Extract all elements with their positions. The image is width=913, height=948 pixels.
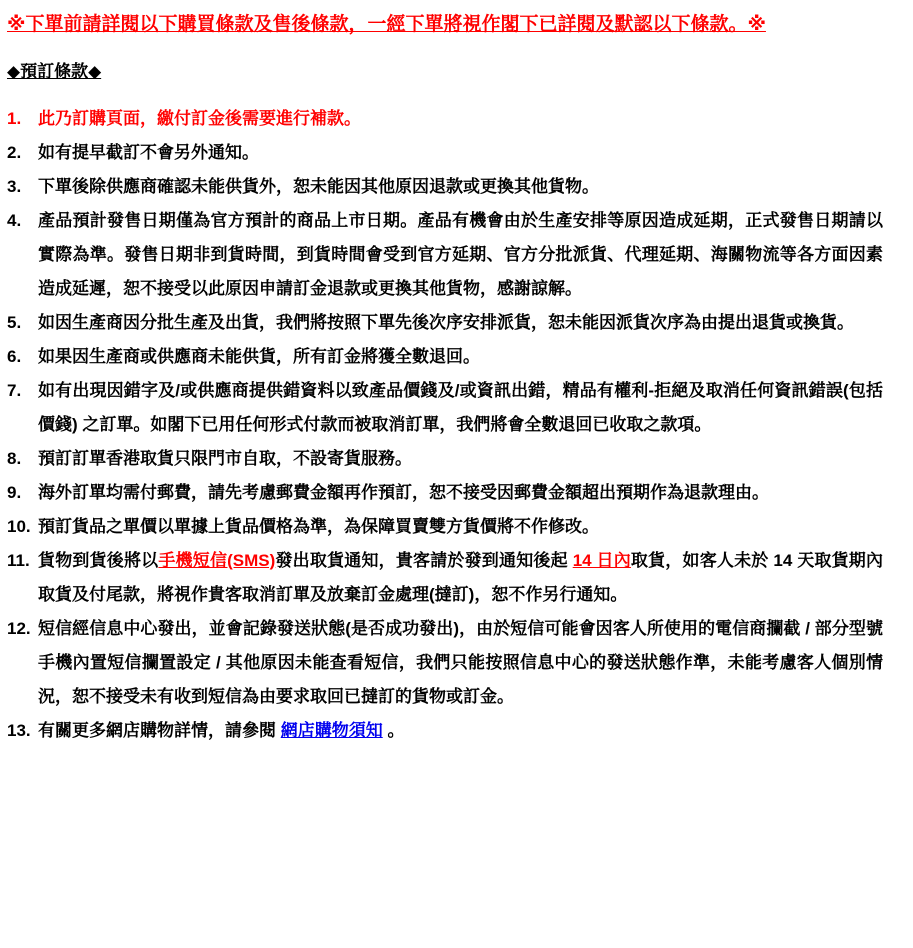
- term-item-text: [38, 374, 883, 442]
- term-text-segment: 海外訂單均需付郵費，請先考慮郵費金額再作預訂，恕不接受因郵費金額超出預期作為退款理由。: [38, 483, 769, 502]
- term-item-6: [7, 340, 883, 374]
- term-text-segment: 取貨，如客人未於 14 天取貨期內取貨及付尾款，將視作貴客取消訂單及放棄訂金處理(撻訂)，恕不作另行通知。: [38, 551, 883, 604]
- term-item-10: [7, 510, 883, 544]
- term-text-segment: 。: [382, 721, 405, 740]
- term-item-4: [7, 204, 883, 306]
- term-text-segment: 預訂訂單香港取貨只限門市自取，不設寄貨服務。: [38, 449, 412, 468]
- term-item-text: [38, 510, 883, 544]
- term-item-2: [7, 136, 883, 170]
- term-item-text: [38, 102, 883, 136]
- term-item-number: 5.: [7, 313, 22, 332]
- term-item-text: [38, 476, 883, 510]
- term-text-segment: 如有出現因錯字及/或供應商提供錯資料以致產品價錢及/或資訊出錯，精品有權利-拒絕及取消任何資訊錯誤(包括價錢) 之訂單。如閣下已用任何形式付款而被取消訂單，我們將會全數退回已收取之款項。: [38, 381, 883, 434]
- term-text-segment: 發出取貨通知，貴客請於發到通知後起: [275, 551, 573, 570]
- term-text-segment: 此乃訂購頁面，繳付訂金後需要進行補款。: [38, 109, 361, 128]
- term-item-text: [38, 544, 883, 612]
- term-item-text: [38, 306, 883, 340]
- term-text-segment: 預訂貨品之單價以單據上貨品價格為準，為保障買賣雙方貨價將不作修改。: [38, 517, 599, 536]
- term-item-number: 3.: [7, 177, 22, 196]
- term-text-segment: 如有提早截訂不會另外通知。: [38, 143, 259, 162]
- term-item-number: 6.: [7, 347, 22, 366]
- highlighted-term-text: 手機短信(SMS): [158, 551, 276, 570]
- term-item-number: 10.: [7, 517, 31, 536]
- term-item-number: 1.: [7, 109, 22, 128]
- term-item-11: [7, 544, 883, 612]
- section-title-preorder-terms: ◆預訂條款◆: [7, 62, 102, 81]
- term-item-number: 12.: [7, 619, 31, 638]
- term-item-number: 2.: [7, 143, 22, 162]
- term-item-number: 8.: [7, 449, 22, 468]
- term-text-segment: 如因生產商因分批生產及出貨，我們將按照下單先後次序安排派貨，恕未能因派貨次序為由提出退貨或換貨。: [38, 313, 854, 332]
- term-text-segment: 產品預計發售日期僅為官方預計的商品上市日期。產品有機會由於生產安排等原因造成延期，正式發售日期請以實際為準。發售日期非到貨時間，到貨時間會受到官方延期、官方分批派貨、代理延期、海關物流等各方面因素造成延遲，恕不接受以此原因申請訂金退款或更換其他貨物，感謝諒解。: [38, 211, 883, 298]
- term-item-number: 9.: [7, 483, 22, 502]
- term-item-1: [7, 102, 883, 136]
- term-item-number: 11.: [7, 551, 30, 570]
- term-item-9: [7, 476, 883, 510]
- term-text-segment: 短信經信息中心發出，並會記錄發送狀態(是否成功發出)，由於短信可能會因客人所使用的電信商攔截 / 部分型號手機內置短信攔置設定 / 其他原因未能查看短信，我們只能按照信息中心的發送狀態作準，未能考慮客人個別情況，恕不接受未有收到短信為由要求取回已撻訂的貨物或訂金。: [38, 619, 883, 706]
- term-item-number: 13.: [7, 721, 31, 740]
- terms-list: [7, 102, 883, 748]
- term-item-number: 7.: [7, 381, 22, 400]
- term-item-text: [38, 204, 883, 306]
- term-item-text: [38, 442, 883, 476]
- shop-guide-link[interactable]: 網店購物須知: [280, 721, 383, 740]
- term-item-text: [38, 136, 883, 170]
- page-header-warning: ※下單前請詳閱以下購買條款及售後條款，一經下單將視作閣下已詳閱及默認以下條款。※: [7, 14, 766, 35]
- term-item-number: 4.: [7, 211, 22, 230]
- term-item-text: [38, 340, 883, 374]
- term-text-segment: 有關更多網店購物詳情，請參閱: [38, 721, 281, 740]
- term-item-text: [38, 170, 883, 204]
- term-text-segment: 下單後除供應商確認未能供貨外，恕未能因其他原因退款或更換其他貨物。: [38, 177, 599, 196]
- term-text-segment: 貨物到貨後將以: [38, 551, 159, 570]
- term-item-3: [7, 170, 883, 204]
- term-item-7: [7, 374, 883, 442]
- term-item-text: [38, 714, 883, 748]
- term-text-segment: 如果因生產商或供應商未能供貨，所有訂金將獲全數退回。: [38, 347, 480, 366]
- term-item-13: [7, 714, 883, 748]
- term-item-5: [7, 306, 883, 340]
- term-item-12: [7, 612, 883, 714]
- highlighted-term-text: 14 日內: [572, 551, 631, 570]
- term-item-text: [38, 612, 883, 714]
- term-item-8: [7, 442, 883, 476]
